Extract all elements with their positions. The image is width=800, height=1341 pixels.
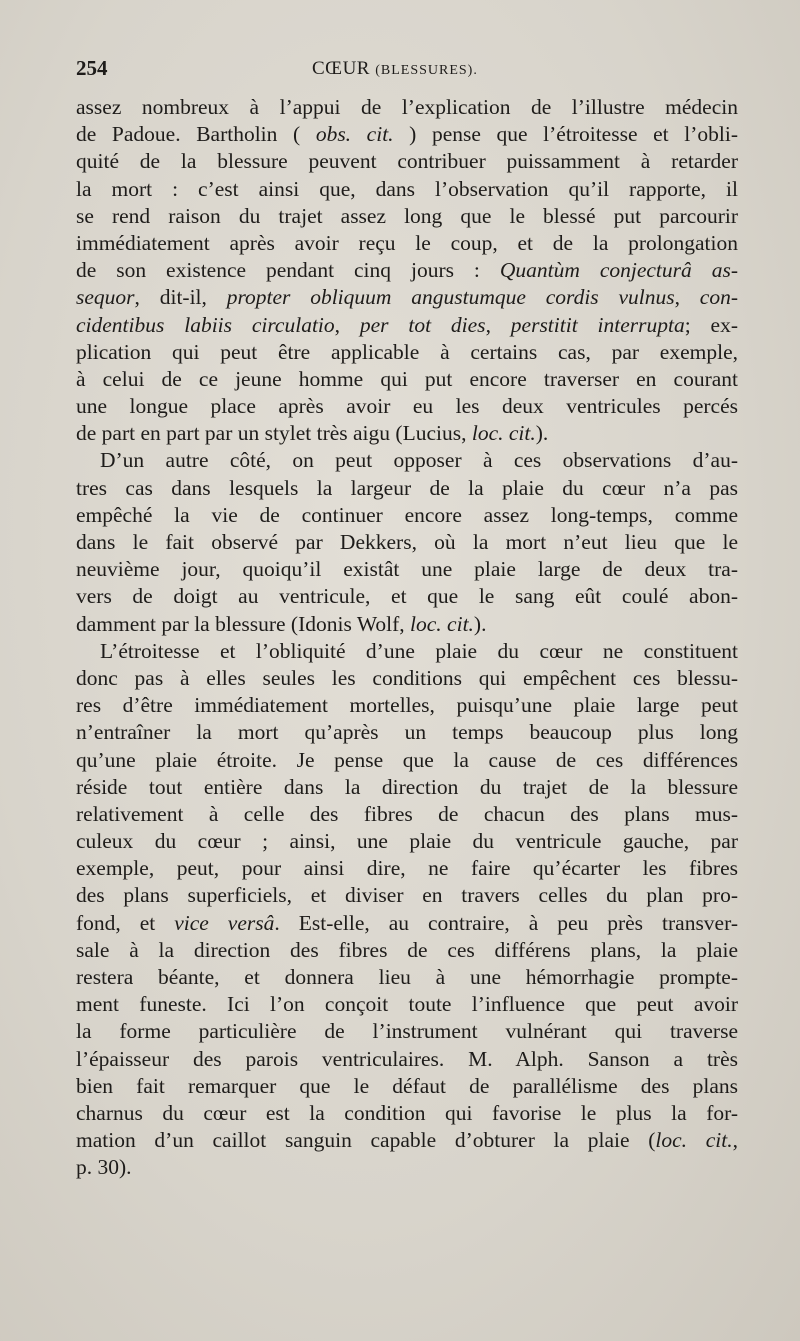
text-line: fond, et vice versâ. Est-elle, au contraire, à peu près transver- bbox=[76, 910, 738, 935]
running-head-subtitle: (BLESSURES). bbox=[375, 63, 478, 78]
text-line: la mort : c’est ainsi que, dans l’observation qu’il rapporte, il bbox=[76, 176, 738, 201]
text-line: donc pas à elles seules les conditions qui empêchent ces blessu- bbox=[76, 665, 738, 690]
text-line: de part en part par un stylet très aigu (Lucius, loc. cit.). bbox=[76, 421, 549, 446]
text-line: de son existence pendant cinq jours : Quantùm conjecturâ as- bbox=[76, 258, 738, 283]
text-line: des plans superficiels, et diviser en travers celles du plan pro- bbox=[76, 883, 738, 908]
text-line: relativement à celle des fibres de chacun des plans mus- bbox=[76, 801, 738, 826]
text-line: charnus du cœur est la condition qui favorise le plus la for- bbox=[76, 1100, 738, 1125]
text-line: empêché la vie de continuer encore assez long-temps, comme bbox=[76, 502, 738, 527]
text-line: qu’une plaie étroite. Je pense que la cause de ces différences bbox=[76, 747, 738, 772]
text-line: mation d’un caillot sanguin capable d’obturer la plaie (loc. cit., bbox=[76, 1128, 738, 1153]
text-line: neuvième jour, quoiqu’il existât une plaie large de deux tra- bbox=[76, 557, 738, 582]
page-number: 254 bbox=[76, 56, 108, 80]
text-line: assez nombreux à l’appui de l’explication de l’illustre médecin bbox=[76, 95, 738, 119]
text-line: de Padoue. Bartholin ( obs. cit. ) pense que l’étroitesse et l’obli- bbox=[76, 122, 738, 147]
page-header bbox=[76, 56, 736, 88]
text-line: sequor, dit-il, propter obliquum angustumque cordis vulnus, con- bbox=[76, 285, 738, 310]
text-line: réside tout entière dans la direction du trajet de la blessure bbox=[76, 774, 738, 799]
text-line: res d’être immédiatement mortelles, puisqu’une plaie large peut bbox=[76, 693, 738, 718]
text-line: une longue place après avoir eu les deux ventricules percés bbox=[76, 394, 738, 419]
text-line: n’entraîner la mort qu’après un temps beaucoup plus long bbox=[76, 720, 738, 745]
text-line: l’épaisseur des parois ventriculaires. M. Alph. Sanson a très bbox=[76, 1046, 738, 1071]
body-text bbox=[76, 94, 738, 1182]
text-line: culeux du cœur ; ainsi, une plaie du ventricule gauche, par bbox=[76, 829, 738, 854]
text-line: p. 30). bbox=[76, 1155, 132, 1180]
text-line: cidentibus labiis circulatio, per tot dies, perstitit interrupta; ex- bbox=[76, 312, 738, 337]
text-line: dans le fait observé par Dekkers, où la mort n’eut lieu que le bbox=[76, 530, 738, 554]
text-line: L’étroitesse et l’obliquité d’une plaie du cœur ne constituent bbox=[100, 638, 738, 663]
text-line: damment par la blessure (Idonis Wolf, loc. cit.). bbox=[76, 611, 487, 636]
text-line: se rend raison du trajet assez long que le blessé put parcourir bbox=[76, 203, 738, 228]
text-line: D’un autre côté, on peut opposer à ces observations d’au- bbox=[100, 448, 738, 473]
running-head-title: CŒUR bbox=[312, 58, 370, 79]
text-line: tres cas dans lesquels la largeur de la plaie du cœur n’a pas bbox=[76, 475, 738, 500]
text-line: restera béante, et donnera lieu à une hémorrhagie prompte- bbox=[76, 965, 738, 989]
text-line: plication qui peut être applicable à certains cas, par exemple, bbox=[76, 339, 738, 364]
text-line: vers de doigt au ventricule, et que le sang eût coulé abon- bbox=[76, 584, 738, 609]
text-line: sale à la direction des fibres de ces différens plans, la plaie bbox=[76, 937, 738, 962]
running-head bbox=[312, 58, 478, 80]
text-line: exemple, peut, pour ainsi dire, ne faire qu’écarter les fibres bbox=[76, 856, 738, 881]
text-line: bien fait remarquer que le défaut de parallélisme des plans bbox=[76, 1073, 738, 1098]
text-line: à celui de ce jeune homme qui put encore traverser en courant bbox=[76, 366, 738, 391]
text-line: immédiatement après avoir reçu le coup, et de la prolongation bbox=[76, 230, 738, 255]
text-line: la forme particulière de l’instrument vulnérant qui traverse bbox=[76, 1019, 738, 1044]
text-line: quité de la blessure peuvent contribuer puissamment à retarder bbox=[76, 149, 738, 174]
text-line: ment funeste. Ici l’on conçoit toute l’influence que peut avoir bbox=[76, 992, 738, 1017]
